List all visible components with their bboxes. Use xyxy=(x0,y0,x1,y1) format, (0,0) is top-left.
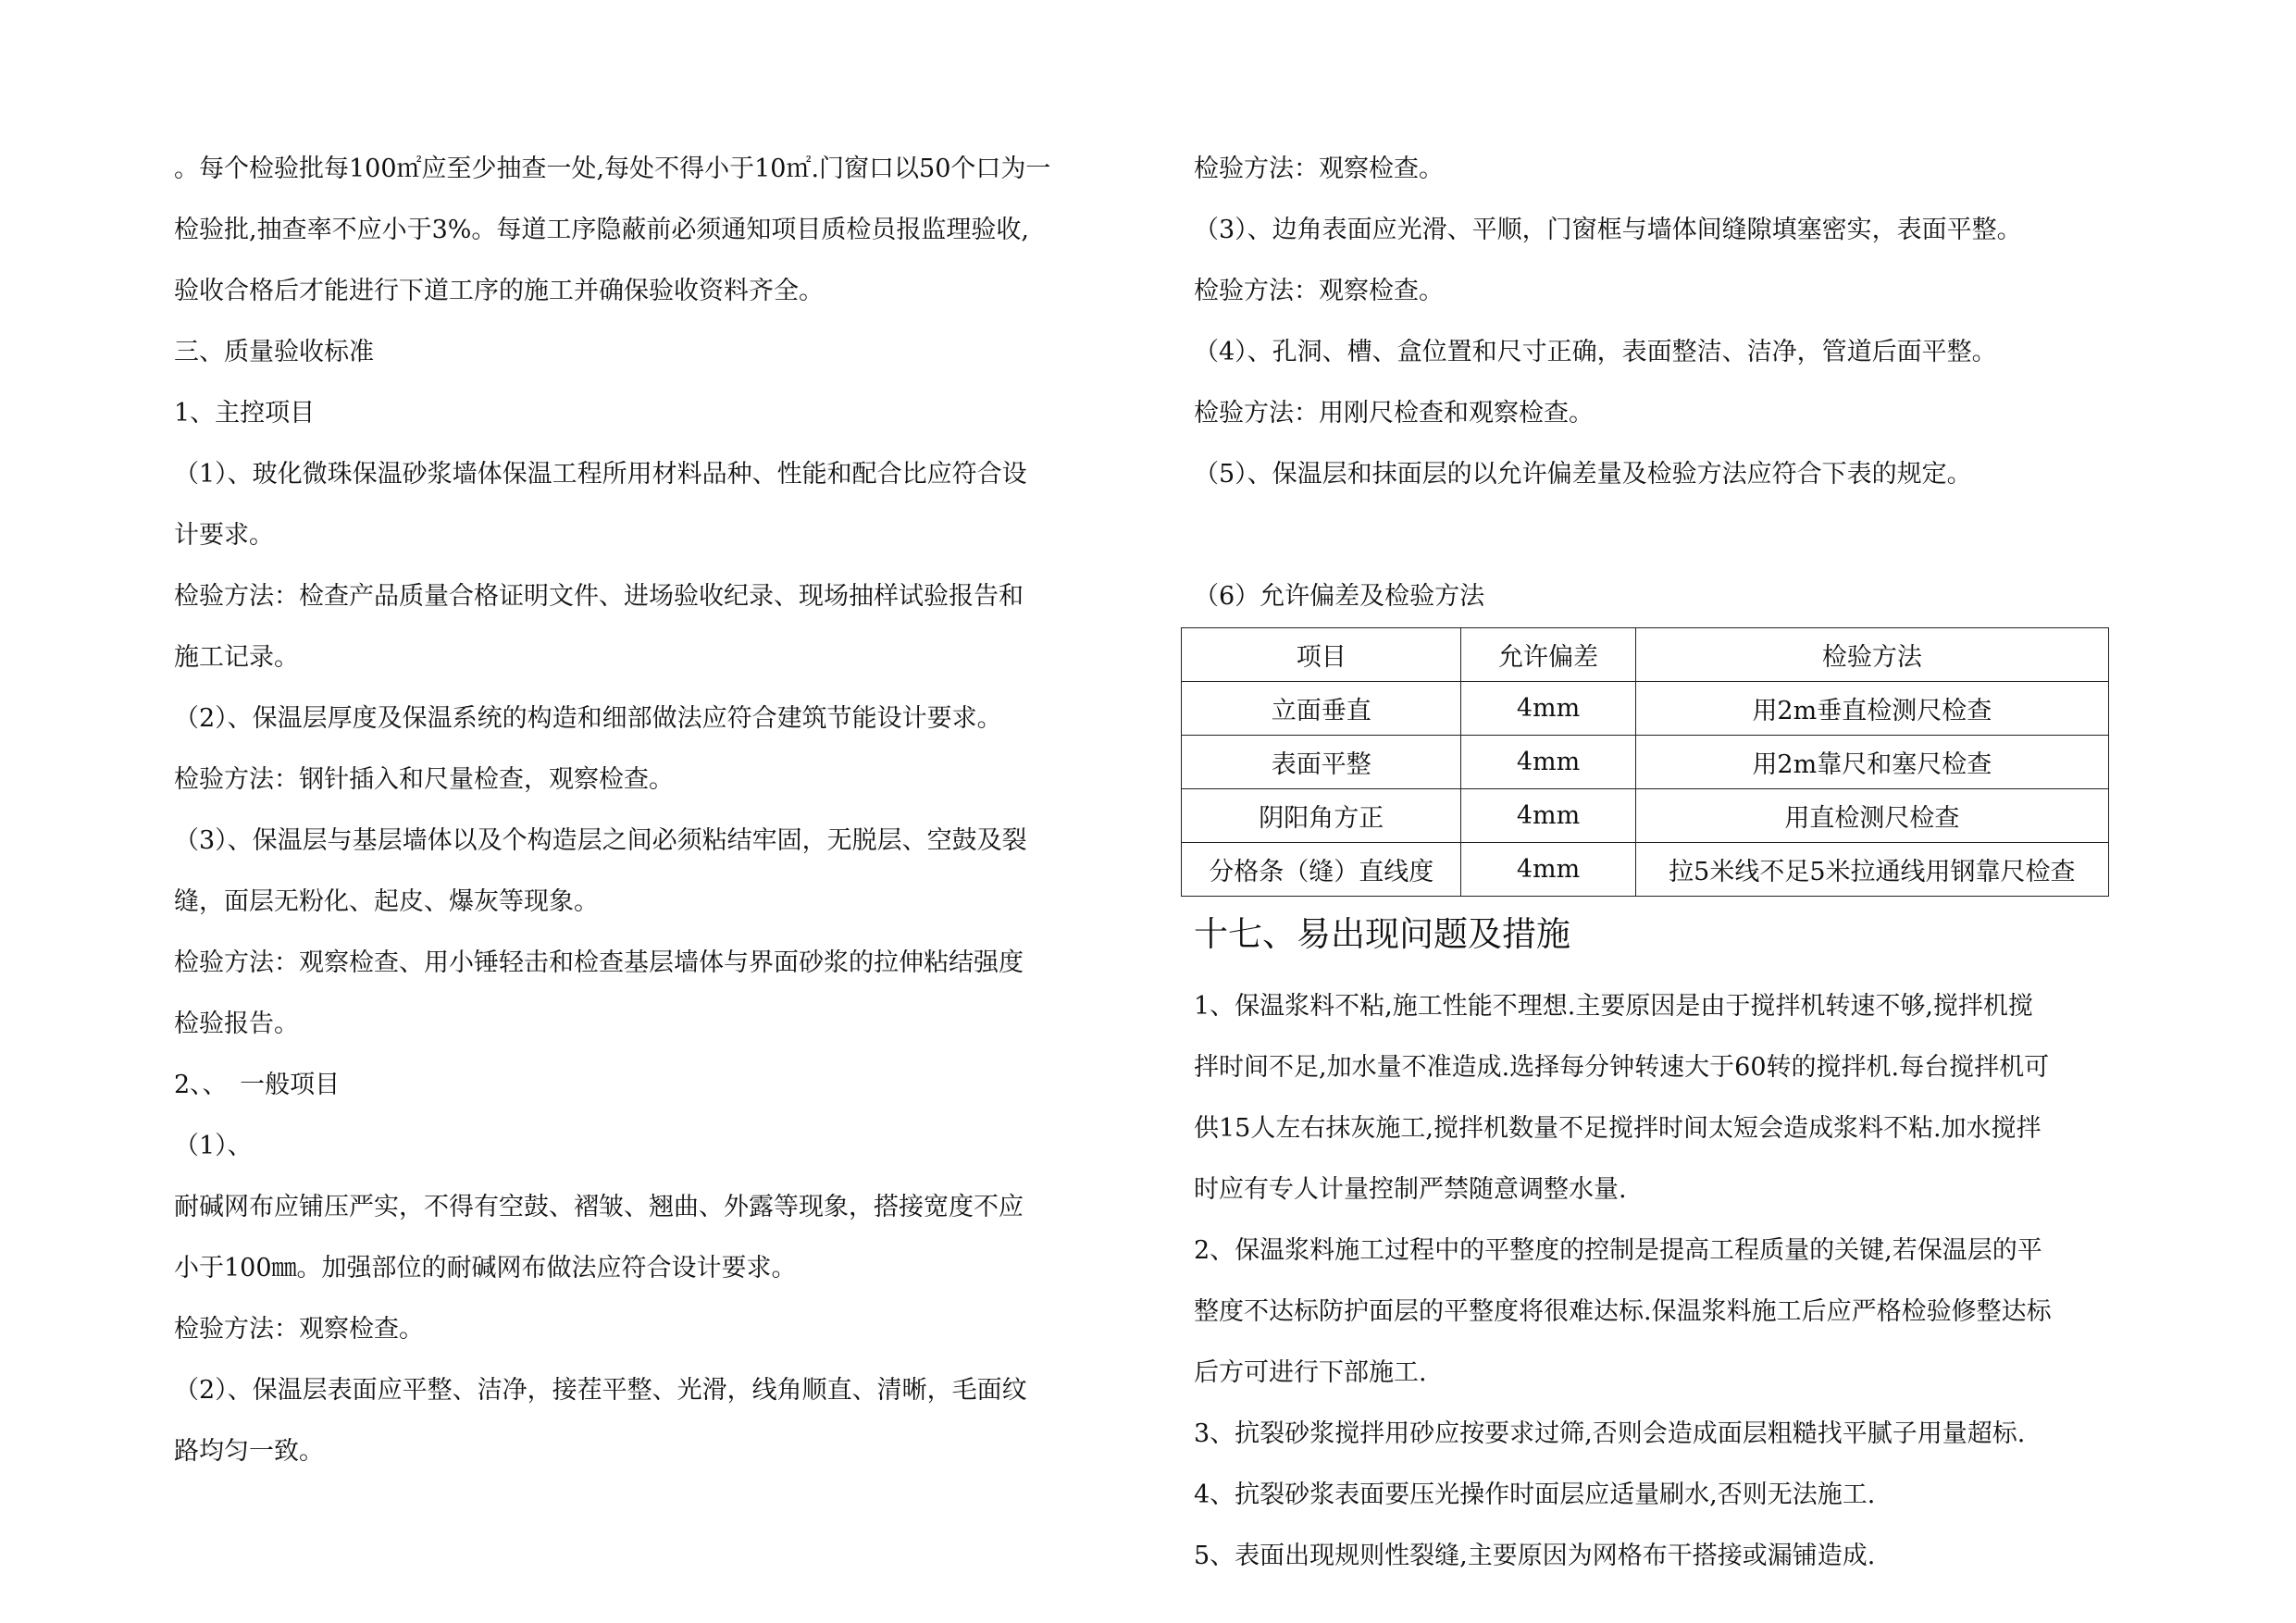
text-line: 整度不达标防护面层的平整度将很难达标.保温浆料施工后应严格检验修整达标 xyxy=(1194,1297,2052,1326)
text-line: 施工记录。 xyxy=(174,643,299,672)
table-header-cell: 检验方法 xyxy=(1635,628,2108,682)
table-cell: 4mm xyxy=(1461,682,1635,736)
table-row xyxy=(1182,736,2109,789)
text-line: 检验批,抽查率不应小于3%。每道工序隐蔽前必须通知项目质检员报监理验收, xyxy=(174,216,1029,244)
text-line: 检验方法：观察检查。 xyxy=(1194,155,1444,183)
table-row xyxy=(1182,789,2109,843)
table-header-cell: 允许偏差 xyxy=(1461,628,1635,682)
text-line: 检验方法：观察检查。 xyxy=(1194,277,1444,305)
text-line: （1）、玻化微珠保温砂浆墙体保温工程所用材料品种、性能和配合比应符合设 xyxy=(174,460,1027,489)
text-line: 小于100㎜。加强部位的耐碱网布做法应符合设计要求。 xyxy=(174,1254,797,1282)
text-line: （2）、保温层厚度及保温系统的构造和细部做法应符合建筑节能设计要求。 xyxy=(174,704,1002,733)
table-cell: 4mm xyxy=(1461,736,1635,789)
text-line: 3、抗裂砂浆搅拌用砂应按要求过筛,否则会造成面层粗糙找平腻子用量超标. xyxy=(1194,1419,2026,1448)
spacer xyxy=(1194,505,2147,566)
text-line: 路均匀一致。 xyxy=(174,1437,324,1466)
left-column xyxy=(174,139,1120,1482)
table-row xyxy=(1182,682,2109,736)
table-cell: 用2m靠尺和塞尺检查 xyxy=(1635,736,2108,789)
tolerance-table xyxy=(1181,627,2109,897)
text-line: 检验方法：检查产品质量合格证明文件、进场验收纪录、现场抽样试验报告和 xyxy=(174,582,1024,611)
text-line: 后方可进行下部施工. xyxy=(1194,1358,1427,1387)
text-line: 拌时间不足,加水量不准造成.选择每分钟转速大于60转的搅拌机.每台搅拌机可 xyxy=(1194,1053,2050,1082)
text-line: 1、保温浆料不粘,施工性能不理想.主要原因是由于搅拌机转速不够,搅拌机搅 xyxy=(1194,992,2033,1021)
text-line: （3）、保温层与基层墙体以及个构造层之间必须粘结牢固，无脱层、空鼓及裂 xyxy=(174,826,1027,855)
table-cell: 阴阳角方正 xyxy=(1182,789,1461,843)
text-line: 检验方法：观察检查。 xyxy=(174,1315,424,1344)
table-cell: 4mm xyxy=(1461,843,1635,897)
table-caption: （6）允许偏差及检验方法 xyxy=(1194,582,1485,611)
subsection-title-general-items: 2、、 一般项目 xyxy=(174,1071,341,1099)
text-line: 耐碱网布应铺压严实，不得有空鼓、褶皱、翘曲、外露等现象，搭接宽度不应 xyxy=(174,1193,1024,1221)
section-heading-problems: 十七、易出现问题及措施 xyxy=(1194,914,1570,954)
table-header-row xyxy=(1182,628,2109,682)
text-line: 计要求。 xyxy=(174,521,274,550)
text-line: 供15人左右抹灰施工,搅拌机数量不足搅拌时间太短会造成浆料不粘.加水搅拌 xyxy=(1194,1114,2042,1143)
section-title-quality-acceptance: 三、质量验收标准 xyxy=(174,338,374,366)
text-line: 验收合格后才能进行下道工序的施工并确保验收资料齐全。 xyxy=(174,277,824,305)
text-line: 时应有专人计量控制严禁随意调整水量. xyxy=(1194,1175,1627,1204)
table-cell: 用2m垂直检测尺检查 xyxy=(1635,682,2108,736)
table-cell: 用直检测尺检查 xyxy=(1635,789,2108,843)
table-cell: 立面垂直 xyxy=(1182,682,1461,736)
text-line: （1）、 xyxy=(174,1132,253,1160)
right-column xyxy=(1194,139,2147,1587)
table-header-cell: 项目 xyxy=(1182,628,1461,682)
text-line: 。每个检验批每100㎡应至少抽查一处,每处不得小于10㎡.门窗口以50个口为一 xyxy=(174,155,1051,183)
table-cell: 拉5米线不足5米拉通线用钢靠尺检查 xyxy=(1635,843,2108,897)
table-cell: 4mm xyxy=(1461,789,1635,843)
text-line: 检验报告。 xyxy=(174,1010,299,1038)
text-line: 缝，面层无粉化、起皮、爆灰等现象。 xyxy=(174,887,599,916)
table-cell: 分格条（缝）直线度 xyxy=(1182,843,1461,897)
text-line: （5）、保温层和抹面层的以允许偏差量及检验方法应符合下表的规定。 xyxy=(1194,460,1972,489)
table-row xyxy=(1182,843,2109,897)
table-cell: 表面平整 xyxy=(1182,736,1461,789)
text-line: （4）、孔洞、槽、盒位置和尺寸正确，表面整洁、洁净，管道后面平整。 xyxy=(1194,338,1997,366)
text-line: 检验方法：观察检查、用小锤轻击和检查基层墙体与界面砂浆的拉伸粘结强度 xyxy=(174,948,1024,977)
text-line: 检验方法：用刚尺检查和观察检查。 xyxy=(1194,399,1594,427)
text-line: （3）、边角表面应光滑、平顺，门窗框与墙体间缝隙填塞密实，表面平整。 xyxy=(1194,216,2022,244)
text-line: 2、保温浆料施工过程中的平整度的控制是提高工程质量的关键,若保温层的平 xyxy=(1194,1236,2042,1265)
subsection-title-main-control: 1、主控项目 xyxy=(174,399,316,427)
text-line: 4、抗裂砂浆表面要压光操作时面层应适量刷水,否则无法施工. xyxy=(1194,1481,1876,1509)
text-line: 检验方法：钢针插入和尺量检查，观察检查。 xyxy=(174,765,674,794)
text-line: （2）、保温层表面应平整、洁净，接茬平整、光滑，线角顺直、清晰，毛面纹 xyxy=(174,1376,1027,1405)
text-line: 5、表面出现规则性裂缝,主要原因为网格布干搭接或漏铺造成. xyxy=(1194,1542,1876,1570)
